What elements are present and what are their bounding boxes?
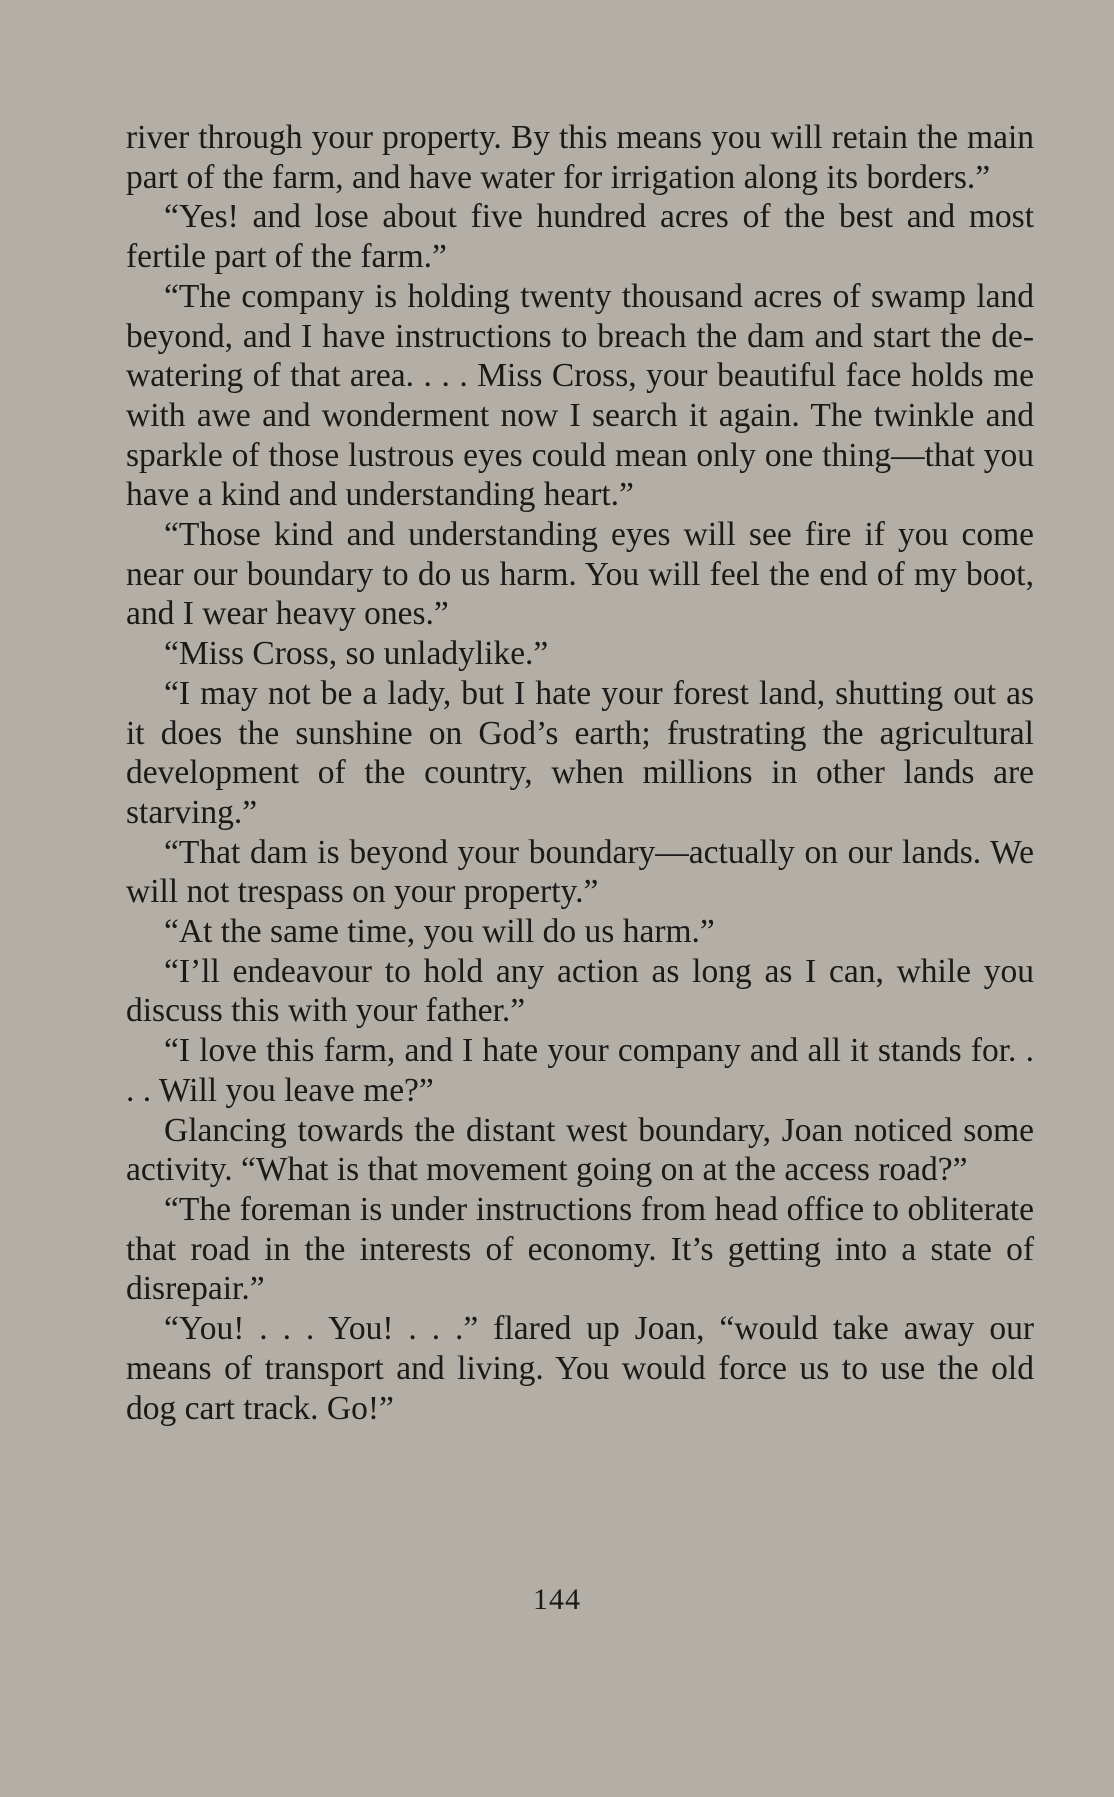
paragraph: “Yes! and lose about five hundred acres of the best and most fertile part of the farm.” bbox=[126, 198, 1034, 276]
body-text bbox=[126, 118, 1034, 1428]
paragraph: “The company is holding twenty thousand acres of swamp land beyond, and I have instructions to breach the dam and start the de-watering of that area. . . . Miss Cross, your beautiful face holds me with awe and wonderment now I search it again. The twinkle and sparkle of those lustrous eyes could mean only one thing—that you have a kind and understanding heart.” bbox=[126, 277, 1034, 514]
paragraph: “Miss Cross, so unladylike.” bbox=[164, 635, 549, 673]
paragraph: “I love this farm, and I hate your company and all it stands for. . . . Will you leave me?” bbox=[126, 1032, 1034, 1109]
paragraph: “That dam is beyond your boundary—actually on our lands. We will not trespass on your property.” bbox=[126, 833, 1034, 911]
paragraph: “I may not be a lady, but I hate your forest land, shutting out as it does the sunshine on God’s earth; frustrating the agricultural development of the country, when millions in other lands are starving.” bbox=[126, 674, 1034, 831]
paragraph: “I’ll endeavour to hold any action as long as I can, while you discuss this with your father.” bbox=[126, 952, 1034, 1030]
paragraph: “You! . . . You! . . .” flared up Joan, “would take away our means of transport and living. You would force us to use the old dog cart track. Go!” bbox=[126, 1310, 1034, 1427]
page-number: 144 bbox=[533, 1583, 581, 1616]
paragraph: “Those kind and understanding eyes will see fire if you come near our boundary to do us harm. You will feel the end of my boot, and I wear heavy ones.” bbox=[126, 516, 1034, 633]
paragraph: “The foreman is under instructions from head office to obliterate that road in the interests of economy. It’s getting into a state of disrepair.” bbox=[126, 1190, 1034, 1308]
paragraph-continuation: river through your property. By this means you will retain the main part of the farm, and have water for irrigation along its borders.” bbox=[126, 119, 1034, 196]
paragraph: Glancing towards the distant west boundary, Joan noticed some activity. “What is that movement going on at the access road?” bbox=[126, 1111, 1034, 1189]
paragraph: “At the same time, you will do us harm.” bbox=[164, 913, 715, 951]
